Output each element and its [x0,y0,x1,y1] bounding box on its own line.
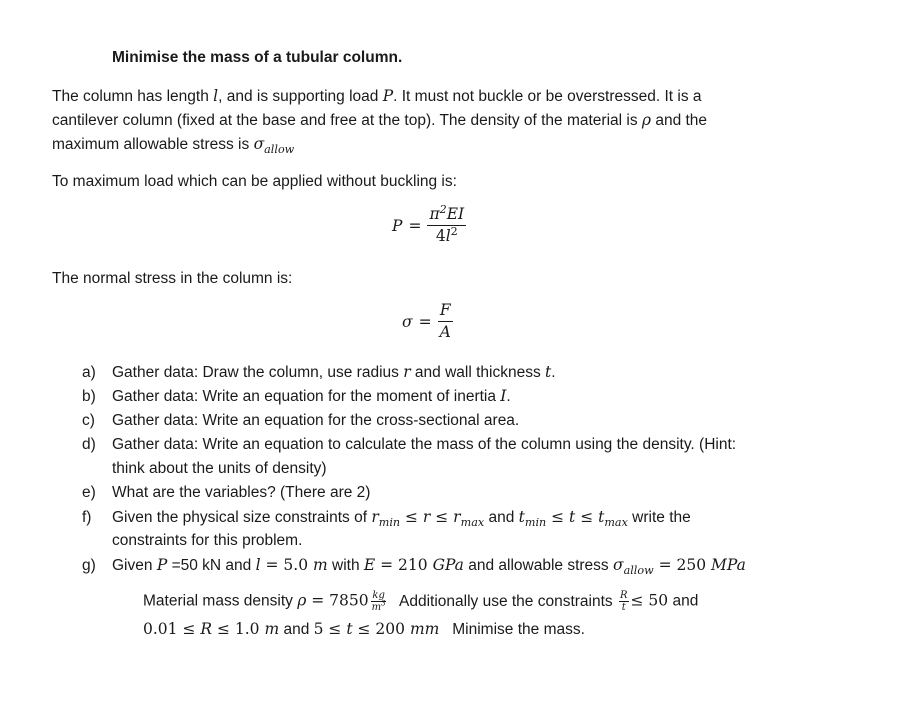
list-item-a [82,363,556,382]
list-text: and [484,509,519,526]
intro-text: , and is supporting load [218,88,383,105]
list-item-g-line-3 [143,620,585,639]
math-l: l [213,87,219,105]
math-ratio: $\frac{R}{t}$ [619,590,628,613]
list-text: Given [112,557,157,574]
list-item-b [82,387,511,406]
intro-line-1 [52,87,702,106]
math-r-constraint: $r_{min} \le r \le r_{max}$ [371,508,485,530]
list-item-d-cont [112,460,327,478]
math-rho: ρ [641,111,652,129]
buckling-equation [392,202,466,246]
math-sigma: σ [402,312,413,331]
list-label: b) [82,388,96,405]
math-t-constraint: $t_{min} \le t \le t_{max}$ [518,508,628,530]
list-item-f [82,508,691,530]
math-P: P [382,87,394,105]
intro-text: cantilever column (fixed at the base and free at the top). The density of the material is [52,112,642,129]
intro-text: maximum allowable stress is [52,136,254,153]
fraction-numerator: $\pi^2EI$ [427,206,466,226]
math-I: I [500,387,507,405]
buckling-fraction [427,202,466,246]
list-text: Additionally use the constraints [399,592,617,610]
math-ratio-limit: ≤ 50 [630,591,669,610]
stress-text: The normal stress in the column is: [52,270,293,287]
list-text: =50 kN and [171,557,256,574]
intro-line-2 [52,111,707,130]
math-P: P [392,216,403,235]
list-label: a) [82,364,96,381]
fraction-denominator: A [439,322,451,341]
math-sigma-value: $\sigma_{allow} = 250$ MPa [612,556,746,578]
math-R-range: 0.01 ≤ R ≤ 1.0 m [143,620,280,638]
math-t: t [545,363,552,381]
math-r: r [403,363,411,381]
list-label: d) [82,436,96,453]
math-sigma-allow: $\sigma_{allow}$ [253,135,295,157]
intro-text: The column has length [52,88,214,105]
list-text: and [672,592,699,610]
math-rho-value: ρ = 7850 [297,591,369,610]
list-text: Gather data: Write an equation for the moment of inertia [112,388,501,405]
stress-equation [402,302,453,342]
fraction-denominator: $4l^2$ [435,224,458,245]
list-text: Gather data: Write an equation for the cross-sectional area. [112,412,520,429]
list-text: with [327,557,364,574]
list-label: e) [82,484,96,501]
list-label: g) [82,557,96,574]
buckling-text: To maximum load which can be applied without buckling is: [52,173,457,190]
math-P: P [156,556,168,574]
list-item-c [82,412,519,430]
list-text: Gather data: Write an equation to calculate the mass of the column using the density. (Hint: [112,436,737,453]
list-label: c) [82,412,95,429]
list-item-g-line-2 [143,590,698,613]
math-density-unit: $\frac{kg}{m^3}$ [371,590,386,613]
intro-text: . It must not buckle or be overstressed. It is a [393,88,702,105]
math-equals: = [418,312,432,331]
list-text: and allowable stress [463,557,613,574]
intro-text: and the [651,112,708,129]
math-t-range: 5 ≤ t ≤ 200 mm [313,620,440,638]
fraction-numerator: F [438,302,453,322]
list-label: f) [82,509,92,526]
list-text: think about the units of density) [112,460,327,477]
stress-fraction [438,302,453,342]
list-item-d [82,436,736,454]
list-text: Material mass density [143,592,298,610]
list-text: and wall thickness [410,364,546,381]
list-text: write the [627,509,691,526]
list-text: . [551,364,556,381]
list-text: and [279,621,314,638]
list-text: Given the physical size constraints of [112,509,372,526]
list-item-g [82,556,746,578]
math-length-value: l = 5.0 m [255,556,328,574]
list-item-e [82,484,370,502]
list-text: constraints for this problem. [112,532,303,549]
math-E-value: E = 210 GPa [363,556,464,574]
list-text: What are the variables? (There are 2) [112,484,371,501]
page-title: Minimise the mass of a tubular column. [112,49,403,66]
list-text: Minimise the mass. [452,621,585,638]
list-text: Gather data: Draw the column, use radius [112,364,404,381]
intro-line-3 [52,135,295,157]
list-item-f-cont [112,532,302,550]
math-equals: = [408,216,422,235]
list-text: . [506,388,511,405]
